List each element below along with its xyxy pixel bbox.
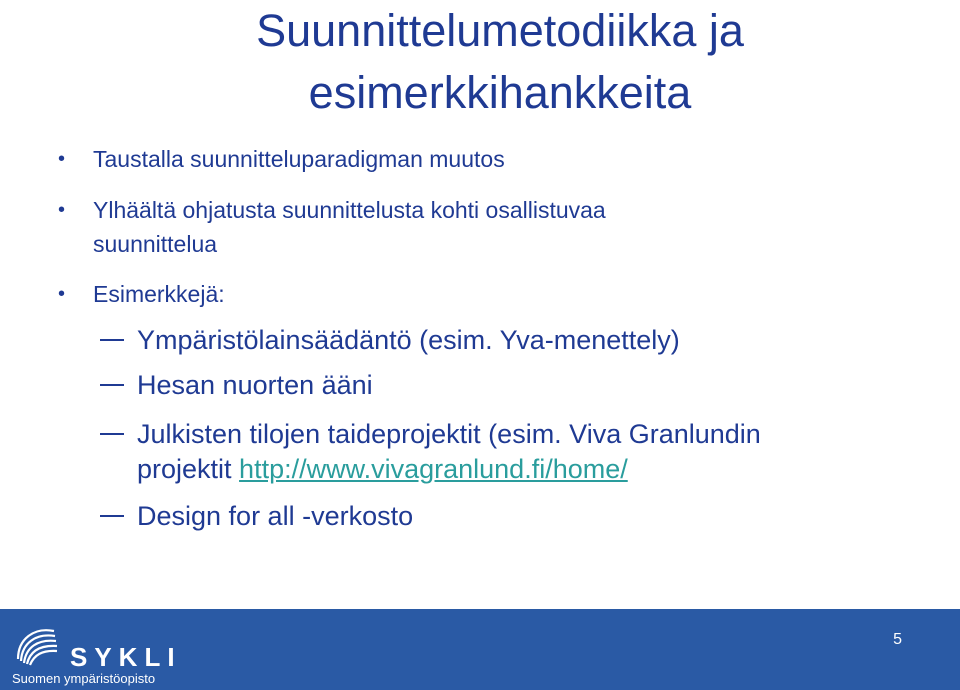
dash-icon <box>100 384 124 386</box>
dash-icon <box>100 515 124 517</box>
logo-subtitle: Suomen ympäristöopisto <box>12 671 156 686</box>
subbullet-item-continuation <box>137 453 927 485</box>
bullet-dot-icon: • <box>58 199 66 221</box>
sykli-swirl-icon <box>12 621 62 671</box>
bullet-item <box>58 143 903 176</box>
subbullet-item <box>137 369 927 401</box>
page-number: 5 <box>893 631 902 648</box>
subbullet-text: projektit <box>137 454 240 484</box>
subbullet-text: Hesan nuorten ääni <box>137 370 373 400</box>
subbullet-text: Ympäristölainsäädäntö (esim. Yva-menettely) <box>137 325 680 355</box>
subbullet-item <box>137 500 927 532</box>
footer-bar <box>0 609 960 690</box>
subbullet-item <box>137 324 927 356</box>
bullet-text: Taustalla suunnitteluparadigman muutos <box>93 146 505 172</box>
sykli-logo <box>12 617 182 687</box>
slide-title <box>100 0 900 124</box>
dash-icon <box>100 339 124 341</box>
subbullet-item <box>137 418 927 450</box>
vivagranlund-link[interactable]: http://www.vivagranlund.fi/home/ <box>239 454 628 484</box>
subbullet-text: Julkisten tilojen taideprojektit (esim. Viva Granlundin <box>137 419 761 449</box>
bullet-item-continuation <box>93 228 903 261</box>
slide-title-line-2: esimerkkihankkeita <box>308 67 692 118</box>
bullet-text: suunnittelua <box>93 231 218 257</box>
logo-text: SYKLI <box>70 642 182 672</box>
bullet-dot-icon: • <box>58 283 66 305</box>
bullet-text: Esimerkkejä: <box>93 281 225 307</box>
bullet-dot-icon: • <box>58 148 66 170</box>
bullet-item <box>58 278 903 311</box>
slide-title-line-1: Suunnittelumetodiikka ja <box>256 5 744 56</box>
dash-icon <box>100 433 124 435</box>
subbullet-text: Design for all -verkosto <box>137 501 414 531</box>
bullet-item <box>58 194 903 227</box>
bullet-text: Ylhäältä ohjatusta suunnittelusta kohti osallistuvaa <box>93 197 606 223</box>
